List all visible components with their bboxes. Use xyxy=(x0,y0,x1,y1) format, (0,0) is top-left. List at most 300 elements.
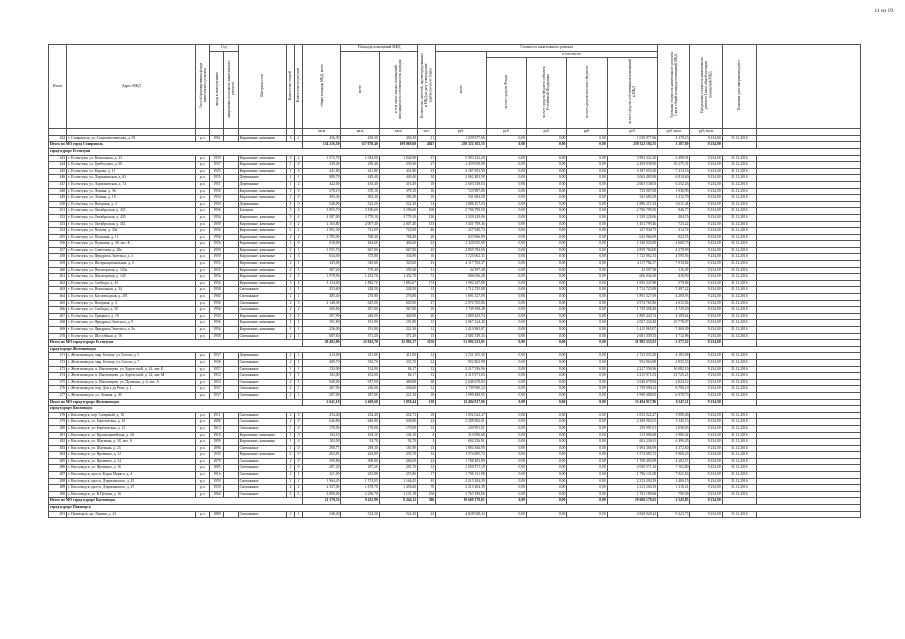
table-cell: 1956 xyxy=(210,280,224,287)
table-cell: 0,00 xyxy=(567,320,607,327)
table-cell: р.о. xyxy=(196,373,210,380)
table-cell: 0,00 xyxy=(527,228,567,235)
table-cell: 116,29 xyxy=(658,267,690,274)
table-cell: г. Ессентуки, ул. Советская, д. 28а xyxy=(67,247,196,254)
table-cell: 0 xyxy=(295,458,303,465)
table-cell: 1 052 022,47 xyxy=(436,412,486,419)
table-cell: 191,80 xyxy=(341,320,379,327)
table-row xyxy=(49,214,861,221)
table-cell: 2 xyxy=(295,307,303,314)
table-cell: 16 082,10 xyxy=(658,366,690,373)
table-cell: 0,00 xyxy=(527,340,567,347)
table-cell: 450 xyxy=(49,201,67,208)
table-cell: 191,80 xyxy=(303,320,341,327)
table-cell: 9 234,00 xyxy=(690,300,722,307)
table-cell: 0,00 xyxy=(486,359,526,366)
table-cell: 2 xyxy=(286,313,294,320)
table-cell: 4 117 784,37 xyxy=(607,261,657,268)
table-cell: Смешанные xyxy=(238,511,286,518)
table-cell: 0,00 xyxy=(486,214,526,221)
table-cell: 456 xyxy=(49,241,67,248)
table-cell: 0 xyxy=(295,419,303,426)
table-cell: 2 xyxy=(295,485,303,492)
total-row xyxy=(49,498,861,505)
table-cell: р.о. xyxy=(196,478,210,485)
table-cell: 2 xyxy=(286,287,294,294)
table-cell: 263,81 xyxy=(303,452,341,459)
table-cell: 1 930,99 xyxy=(658,188,690,195)
table-cell: 14 xyxy=(418,465,436,472)
table-cell: 1 xyxy=(286,201,294,208)
table-cell: 0 xyxy=(295,445,303,452)
table-cell: 31.12.2016 xyxy=(722,458,756,465)
table-cell: р.о. xyxy=(196,511,210,518)
table-cell xyxy=(756,465,860,472)
table-cell: 313 096,68 xyxy=(607,432,657,439)
table-cell: 10 778,07 xyxy=(658,320,690,327)
table-cell: 320,60 xyxy=(379,261,417,268)
table-cell: 31.12.2016 xyxy=(722,327,756,334)
table-row xyxy=(49,201,861,208)
municipality-heading-row xyxy=(49,346,861,353)
table-cell: 9 234,00 xyxy=(690,320,722,327)
table-cell xyxy=(224,175,238,182)
table-cell xyxy=(756,445,860,452)
header-cell: за счет средств Фонда xyxy=(486,58,526,129)
table-cell xyxy=(224,307,238,314)
table-row xyxy=(49,175,861,182)
table-cell: 1 xyxy=(295,386,303,393)
table-cell: 132,00 xyxy=(341,366,379,373)
table-cell: 471 xyxy=(49,353,67,360)
table-cell: 31.12.2016 xyxy=(722,359,756,366)
table-cell: 367,80 xyxy=(341,307,379,314)
table-cell: 31.12.2016 xyxy=(722,491,756,498)
table-cell: город-курорт Железноводск xyxy=(49,346,861,353)
table-cell: 1 739 398,48 xyxy=(607,307,657,314)
table-cell: 359,40 xyxy=(379,267,417,274)
table-row xyxy=(49,287,861,294)
table-cell: 490 xyxy=(49,491,67,498)
table-cell: Кирпичные, каменные xyxy=(238,241,286,248)
table-cell: 0 xyxy=(295,412,303,419)
table-cell: 2 681 339,33 xyxy=(436,333,486,340)
table-cell: 541 683,58 xyxy=(436,195,486,202)
table-cell: 0,00 xyxy=(567,366,607,373)
table-cell: 449 xyxy=(49,195,67,202)
table-cell: 606 036,28 xyxy=(436,274,486,281)
table-cell: 1 739 990,32 xyxy=(436,386,486,393)
table-cell: 1911 xyxy=(210,412,224,419)
table-cell: 2 706 799,50 xyxy=(436,208,486,215)
table-cell: 1 xyxy=(295,379,303,386)
table-row xyxy=(49,294,861,301)
table-cell: 546,20 xyxy=(303,511,341,518)
table-cell: 0,00 xyxy=(567,412,607,419)
table-cell: 31.12.2016 xyxy=(722,201,756,208)
table-cell: 1953 xyxy=(210,379,224,386)
table-cell: 1 xyxy=(295,247,303,254)
table-cell: 9 234,00 xyxy=(690,412,722,419)
table-cell xyxy=(756,201,860,208)
table-cell: 6 347,11 xyxy=(658,399,690,406)
table-cell: 2 213 204,39 xyxy=(436,478,486,485)
table-cell: р.о. xyxy=(196,359,210,366)
table-cell: 4 372,60 xyxy=(658,445,690,452)
table-cell xyxy=(756,432,860,439)
table-cell: 0 xyxy=(295,168,303,175)
table-cell: 645,00 xyxy=(341,300,379,307)
table-cell: 2 xyxy=(286,465,294,472)
table-cell: 0,00 xyxy=(527,445,567,452)
table-cell: г. Ессентуки, ул. Ленина, д. 18 xyxy=(67,195,196,202)
table-cell xyxy=(756,135,860,142)
table-cell: 0,00 xyxy=(486,287,526,294)
table-cell: 1937 xyxy=(210,386,224,393)
table-cell: 2 213 204,39 xyxy=(607,478,657,485)
table-cell: 259 322 102,55 xyxy=(607,142,657,149)
table-cell: 1 406,15 xyxy=(658,478,690,485)
table-cell: 441,80 xyxy=(379,168,417,175)
table-cell: 9 234,00 xyxy=(690,287,722,294)
table-cell: 0,00 xyxy=(567,168,607,175)
table-cell: Кирпичные, каменные xyxy=(238,274,286,281)
table-cell: 2 xyxy=(286,274,294,281)
table-cell xyxy=(224,425,238,432)
table-cell: 2 646 678,84 xyxy=(436,379,486,386)
table-cell: Смешанные xyxy=(238,373,286,380)
table-cell: 4 828 928,44 xyxy=(607,511,657,518)
table-cell: 9 234,00 xyxy=(690,386,722,393)
table-cell xyxy=(756,221,860,228)
table-cell: 2 859 784,00 xyxy=(436,247,486,254)
table-cell xyxy=(756,386,860,393)
table-cell: 1 725 062,33 xyxy=(436,254,486,261)
table-row xyxy=(49,208,861,215)
table-cell: 952 863,98 xyxy=(607,359,657,366)
table-cell: г. Ессентуки, ул. Октябрьская, д. 452 xyxy=(67,221,196,228)
table-cell: 0,00 xyxy=(527,511,567,518)
table-cell: 1 xyxy=(295,135,303,142)
table-cell: 1958 xyxy=(210,287,224,294)
table-cell: 3 345,13 xyxy=(658,419,690,426)
table-cell: 92,70 xyxy=(341,439,379,446)
table-cell: 1 882,67 xyxy=(379,280,417,287)
table-cell xyxy=(756,379,860,386)
table-cell: 109 869,60 xyxy=(379,142,417,149)
table-cell: 1 783,00 xyxy=(303,234,341,241)
table-cell: 9 234,00 xyxy=(690,498,722,505)
table-cell: 1956 xyxy=(210,241,224,248)
table-cell: 440,00 xyxy=(379,313,417,320)
table-cell: 646,80 xyxy=(341,419,379,426)
table-row xyxy=(49,280,861,287)
table-cell: 1929 xyxy=(210,168,224,175)
table-cell: 418,90 xyxy=(658,274,690,281)
table-cell: 9 234,00 xyxy=(690,135,722,142)
table-cell: 1937 xyxy=(210,353,224,360)
table-cell xyxy=(756,399,860,406)
table-cell: 9 432,90 xyxy=(341,498,379,505)
table-cell: 0,00 xyxy=(486,498,526,505)
table-cell: г. Кисловодск, ул. Красноармейская, д. 3А xyxy=(67,432,196,439)
table-cell: г. Кисловодск, ул. Шаумяна, д. 23 xyxy=(67,445,196,452)
table-cell: 1 412,79 xyxy=(658,195,690,202)
table-cell: 24 xyxy=(418,419,436,426)
table-cell: 170,00 xyxy=(303,425,341,432)
table-cell: 1889 xyxy=(210,511,224,518)
table-cell: 42 397,38 xyxy=(607,267,657,274)
table-cell: 334,80 xyxy=(379,254,417,261)
table-cell: 2 337,00 xyxy=(303,485,341,492)
table-row xyxy=(49,491,861,498)
table-cell xyxy=(756,142,860,149)
table-cell: 487 xyxy=(49,472,67,479)
table-cell: 1 xyxy=(295,359,303,366)
table-cell: 485 xyxy=(49,458,67,465)
table-cell: г. Ессентуки, ул. Фридриха Энгельса, д. 9 xyxy=(67,320,196,327)
table-cell: р.о. xyxy=(196,294,210,301)
table-cell: 397,90 xyxy=(303,313,341,320)
table-cell: 1 xyxy=(295,267,303,274)
table-cell: Смешанные xyxy=(238,458,286,465)
table-cell: 0,00 xyxy=(486,162,526,169)
table-cell xyxy=(756,208,860,215)
table-cell: 1 xyxy=(295,472,303,479)
table-row xyxy=(49,445,861,452)
table-cell: 1 044,90 xyxy=(341,155,379,162)
table-cell: Итого по МО город-курорт Ессентуки xyxy=(49,340,303,347)
table-row xyxy=(49,511,861,518)
table-cell: 448 xyxy=(49,188,67,195)
table-cell: г. Ессентуки, ул. Свободы, д. 30 xyxy=(67,307,196,314)
header-cell: Удельная стоимость капитального ремонта 1 кв.м общей площади помещений МКД xyxy=(658,45,690,129)
table-cell: г. Ессентуки, ул. Ларионовская, д. 74 xyxy=(67,181,196,188)
header-cell: за счет средств местного бюджета xyxy=(567,58,607,129)
table-cell: Кирпичные, каменные xyxy=(238,228,286,235)
table-cell: 9 234,00 xyxy=(690,228,722,235)
table-cell: 0,00 xyxy=(527,201,567,208)
table-cell: 2 007,40 xyxy=(379,221,417,228)
table-cell: 9 234,00 xyxy=(690,452,722,459)
table-cell: 0,00 xyxy=(527,254,567,261)
table-cell: 464 xyxy=(49,294,67,301)
table-cell: 457 xyxy=(49,247,67,254)
table-row xyxy=(49,313,861,320)
table-cell: 12 xyxy=(418,386,436,393)
table-cell: 723 987,69 xyxy=(607,188,657,195)
table-cell: 104,10 xyxy=(303,432,341,439)
table-cell: 633 966,99 xyxy=(436,234,486,241)
table-cell: 21 725,21 xyxy=(658,373,690,380)
table-cell: 314,74 xyxy=(658,228,690,235)
table-cell: 297,00 xyxy=(341,392,379,399)
table-cell: 1 451 799,46 xyxy=(436,221,486,228)
table-cell: 9 234,00 xyxy=(690,234,722,241)
table-cell: 1 xyxy=(295,333,303,340)
table-cell: 0,00 xyxy=(527,452,567,459)
table-cell: 1959 xyxy=(210,221,224,228)
table-row xyxy=(49,168,861,175)
table-cell: 9 234,00 xyxy=(690,419,722,426)
table-cell: 9 234,00 xyxy=(690,373,722,380)
table-cell: 0,00 xyxy=(567,135,607,142)
table-cell: 2 xyxy=(286,412,294,419)
table-cell: 0,00 xyxy=(567,333,607,340)
table-cell: 0,00 xyxy=(567,511,607,518)
table-cell: 0 xyxy=(295,195,303,202)
table-cell: 0 xyxy=(295,188,303,195)
municipality-heading-row xyxy=(49,406,861,413)
table-cell: 484 xyxy=(49,452,67,459)
table-cell: 0,00 xyxy=(486,333,526,340)
table-cell xyxy=(224,267,238,274)
table-cell: 0,00 xyxy=(567,181,607,188)
table-cell: 0,00 xyxy=(527,399,567,406)
table-cell: г. Ессентуки, ул. Вокзальная, д. 23 xyxy=(67,155,196,162)
table-cell: 6 496,05 xyxy=(658,439,690,446)
table-cell: 232,73 xyxy=(379,412,417,419)
table-cell: 13 xyxy=(418,425,436,432)
table-cell: 2 215 971,03 xyxy=(607,373,657,380)
table-cell: 456,30 xyxy=(379,135,417,142)
table-cell: 3 xyxy=(295,300,303,307)
table-cell: Смешанные xyxy=(238,300,286,307)
table-cell: 1 891 327,09 xyxy=(607,294,657,301)
table-cell xyxy=(224,201,238,208)
table-cell xyxy=(756,333,860,340)
table-cell: 160 xyxy=(418,208,436,215)
table-cell: 0,00 xyxy=(567,359,607,366)
table-cell: 31.12.2016 xyxy=(722,379,756,386)
table-cell: 1 992 247,88 xyxy=(436,280,486,287)
table-cell: 2 459 039,90 xyxy=(607,162,657,169)
table-cell: 1 318,41 xyxy=(658,485,690,492)
table-cell: 9 234,00 xyxy=(690,366,722,373)
table-cell: р.о. xyxy=(196,241,210,248)
table-row xyxy=(49,452,861,459)
table-cell: 618,00 xyxy=(303,241,341,248)
table-cell: 239 991,01 xyxy=(607,425,657,432)
table-cell: р.о. xyxy=(196,287,210,294)
table-cell: 472 xyxy=(49,359,67,366)
table-cell: 0,00 xyxy=(486,195,526,202)
table-cell: 9 234,00 xyxy=(690,432,722,439)
table-cell: 9 234,00 xyxy=(690,294,722,301)
table-cell: 31.12.2016 xyxy=(722,294,756,301)
table-cell: 399,80 xyxy=(303,458,341,465)
table-cell: 3 855,70 xyxy=(303,208,341,215)
table-cell: 383,30 xyxy=(341,195,379,202)
table-cell: 0,00 xyxy=(527,241,567,248)
table-cell: 1951 xyxy=(210,181,224,188)
table-cell: 0 xyxy=(295,432,303,439)
table-cell: 31.12.2016 xyxy=(722,485,756,492)
table-cell: р.о. xyxy=(196,162,210,169)
table-cell xyxy=(756,214,860,221)
table-cell xyxy=(756,366,860,373)
table-cell: 1 721 355,30 xyxy=(607,353,657,360)
table-row xyxy=(49,472,861,479)
table-cell: 24 xyxy=(418,458,436,465)
table-cell: 0,00 xyxy=(486,267,526,274)
table-cell: 1 809 443,74 xyxy=(436,313,486,320)
table-cell: 494,60 xyxy=(379,241,417,248)
table-cell xyxy=(722,498,756,505)
table-cell xyxy=(756,353,860,360)
table-cell: 12 xyxy=(418,452,436,459)
table-cell: 3 xyxy=(286,280,294,287)
table-cell: 442 xyxy=(49,135,67,142)
table-cell: Смешанные xyxy=(238,287,286,294)
table-cell: 1959 xyxy=(210,254,224,261)
table-cell: 465 xyxy=(49,300,67,307)
table-cell: 1 320 025,00 xyxy=(607,241,657,248)
header-cell: в том числе жилых помещений, находящихся в собственности граждан xyxy=(379,51,417,129)
table-cell: 0,00 xyxy=(527,379,567,386)
table-cell: 488 xyxy=(49,478,67,485)
table-cell: 5 993 322,20 xyxy=(436,155,486,162)
table-cell: 379,40 xyxy=(341,267,379,274)
table-cell: 2 377,22 xyxy=(658,340,690,347)
table-cell xyxy=(224,419,238,426)
table-row xyxy=(49,379,861,386)
table-cell xyxy=(224,313,238,320)
table-cell: 256,00 xyxy=(303,327,341,334)
table-cell: Смешанные xyxy=(238,478,286,485)
table-cell: 1 xyxy=(286,320,294,327)
table-cell: 170,00 xyxy=(341,425,379,432)
table-cell: 92,70 xyxy=(379,439,417,446)
table-cell: 31.12.2016 xyxy=(722,313,756,320)
table-cell: 375,80 xyxy=(341,254,379,261)
table-cell: 1 xyxy=(295,320,303,327)
table-cell: р.о. xyxy=(196,208,210,215)
table-cell: 1 xyxy=(286,327,294,334)
table-cell: 228,50 xyxy=(379,287,417,294)
table-cell: 9 234,00 xyxy=(690,491,722,498)
table-cell: 1 xyxy=(286,162,294,169)
table-cell: 1 xyxy=(295,327,303,334)
table-cell: 2 xyxy=(286,300,294,307)
table-cell: 10 275,31 xyxy=(658,162,690,169)
table-cell: 1 712 725,88 xyxy=(436,287,486,294)
table-row xyxy=(49,392,861,399)
table-cell: 645,00 xyxy=(379,300,417,307)
table-cell xyxy=(756,419,860,426)
table-cell: г. Ессентуки, ул. Пятигорская, д. 143а xyxy=(67,267,196,274)
table-cell: 239,40 xyxy=(379,162,417,169)
table-cell: 31.12.2016 xyxy=(722,373,756,380)
table-cell: 4 712,96 xyxy=(658,333,690,340)
table-cell: 37 xyxy=(418,155,436,162)
table-cell xyxy=(224,254,238,261)
table-cell: 15 xyxy=(418,333,436,340)
table-cell: 9 234,00 xyxy=(690,313,722,320)
table-cell: 9 234,00 xyxy=(690,399,722,406)
table-cell: 667,00 xyxy=(379,247,417,254)
table-cell: 31.12.2016 xyxy=(722,307,756,314)
table-cell: 9 234,00 xyxy=(690,465,722,472)
table-cell: 1 052 022,47 xyxy=(607,412,657,419)
table-cell: 489 xyxy=(49,485,67,492)
table-cell: 20 xyxy=(418,234,436,241)
table-cell: 0,00 xyxy=(527,392,567,399)
table-cell: 0,00 xyxy=(527,155,567,162)
table-cell xyxy=(224,485,238,492)
table-cell: 1930 xyxy=(210,452,224,459)
table-cell: 6 810,60 xyxy=(658,175,690,182)
